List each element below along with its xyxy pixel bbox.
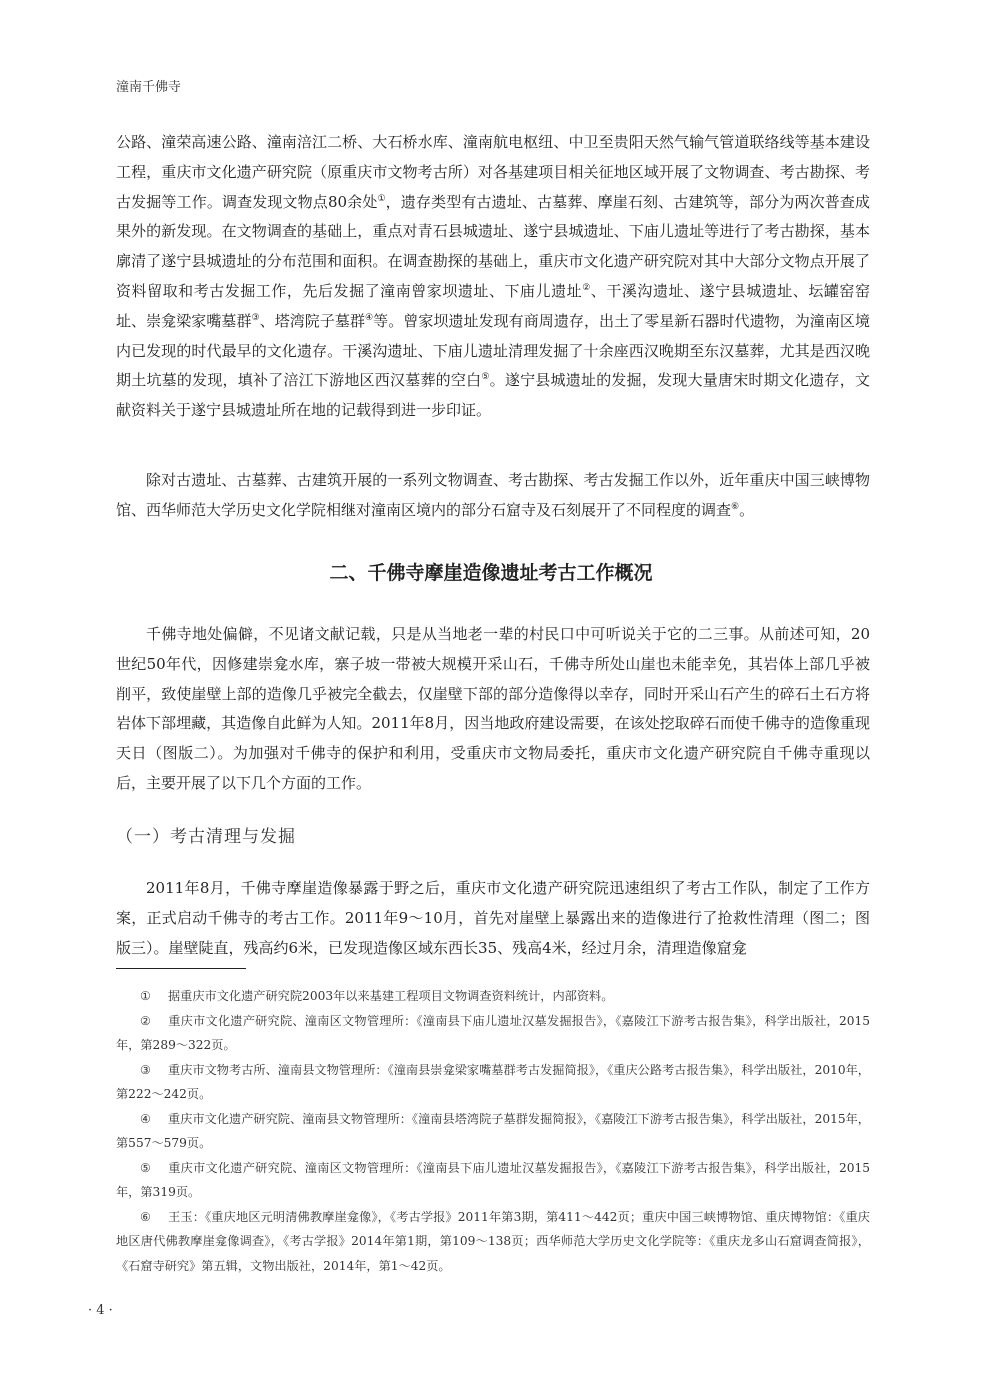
footnote-number: ⑥ xyxy=(140,1209,151,1224)
footnote-ref-4[interactable]: ④ xyxy=(365,312,374,323)
paragraph-1 xyxy=(116,128,870,426)
p1-text-5: 等。曾家坝遗址发现有商周遗存，出土了零星新石器时代遗物，为潼南区境内已发现的时代最早的文化遗存。干溪沟遗址、下庙儿遗址清理发掘了十余座西汉晚期至东汉墓葬，尤其是西汉晚期土坑墓的发现，填补了涪江下游地区西汉墓葬的空白 xyxy=(116,311,870,390)
p1-text-6: 。遂宁县城遗址的发掘，发现大量唐宋时期文化遗存，文献资料关于遂宁县城遗址所在地的记载得到进一步印证。 xyxy=(116,371,870,420)
footnote-number: ② xyxy=(140,1013,151,1028)
footnote-2 xyxy=(116,1009,870,1058)
footnote-text: 重庆市文化遗产研究院、潼南区文物管理所：《潼南县下庙儿遗址汉墓发掘报告》，《嘉陵江下游考古报告集》，科学出版社，2015年，第319页。 xyxy=(116,1160,870,1199)
footnote-text: 重庆市文物考古所、潼南县文物管理所：《潼南县崇龛梁家嘴墓群考古发掘简报》，《重庆公路考古报告集》，科学出版社，2010年，第222～242页。 xyxy=(116,1062,870,1101)
footnote-text: 重庆市文化遗产研究院、潼南区文物管理所：《潼南县下庙儿遗址汉墓发掘报告》，《嘉陵江下游考古报告集》，科学出版社，2015年，第289～322页。 xyxy=(116,1013,870,1052)
footnote-number: ⑤ xyxy=(140,1160,151,1175)
footnote-ref-6[interactable]: ⑥ xyxy=(731,501,740,512)
footnote-ref-3[interactable]: ③ xyxy=(251,312,260,323)
paragraph-2 xyxy=(116,466,870,526)
p2-text-1: 除对古遗址、古墓葬、古建筑开展的一系列文物调查、考古勘探、考古发掘工作以外，近年重庆中国三峡博物馆、西华师范大学历史文化学院相继对潼南区境内的部分石窟寺及石刻展开了不同程度的调查 xyxy=(116,471,870,519)
footnote-6 xyxy=(116,1205,870,1279)
footnote-text: 王玉：《重庆地区元明清佛教摩崖龛像》，《考古学报》2011年第3期，第411～442页；重庆中国三峡博物馆、重庆博物馆：《重庆地区唐代佛教摩崖龛像调查》，《考古学报》2014年第1期，第109～138页；西华师范大学历史文化学院等：《重庆龙多山石窟调查简报》，《石窟寺研究》第五辑，文物出版社，2014年，第1～42页。 xyxy=(116,1209,870,1273)
page-number: · 4 · xyxy=(88,1303,113,1318)
p1-text-1: 公路、潼荣高速公路、潼南涪江二桥、大石桥水库、潼南航电枢纽、中卫至贵阳天然气输气管道联络线等基本建设工程，重庆市文化遗产研究院（原重庆市文物考古所）对各基建项目相关征地区域开展了文物调查、考古勘探、考古发掘等工作。调查发现文物点80余处 xyxy=(116,133,870,211)
p2-text-2: 。 xyxy=(739,500,755,519)
running-header: 潼南千佛寺 xyxy=(116,80,182,95)
section-title: 二、千佛寺摩崖造像遗址考古工作概况 xyxy=(329,562,653,584)
footnote-text: 重庆市文化遗产研究院、潼南县文物管理所：《潼南县塔湾院子墓群发掘简报》，《嘉陵江下游考古报告集》，科学出版社，2015年，第557～579页。 xyxy=(116,1111,870,1150)
footnote-ref-5[interactable]: ⑤ xyxy=(481,372,490,383)
paragraph-4: 2011年8月，千佛寺摩崖造像暴露于野之后，重庆市文化遗产研究院迅速组织了考古工作队，制定了工作方案，正式启动千佛寺的考古工作。2011年9～10月，首先对崖壁上暴露出来的造像进行了抢救性清理（图二；图版三）。崖壁陡直，残高约6米，已发现造像区域东西长35、残高4米，经过月余，清理造像窟龛 xyxy=(116,879,870,957)
footnote-4 xyxy=(116,1107,870,1156)
footnote-number: ③ xyxy=(140,1062,151,1077)
footnote-divider xyxy=(116,968,246,969)
p1-text-4: 、塔湾院子墓群 xyxy=(259,311,366,330)
p1-text-2: ，遗存类型有古遗址、古墓葬、摩崖石刻、古建筑等，部分为两次普查成果外的新发现。在文物调查的基础上，重点对青石县城遗址、遂宁县城遗址、下庙儿遗址等进行了考古勘探，基本廓清了遂宁县城遗址的分布范围和面积。在调查勘探的基础上，重庆市文化遗产研究院对其中大部分文物点开展了资料留取和考古发掘工作，先后发掘了潼南曾家坝遗址、下庙儿遗址 xyxy=(116,192,870,300)
footnote-number: ④ xyxy=(140,1111,151,1126)
footnotes xyxy=(116,984,870,1278)
footnote-ref-1[interactable]: ① xyxy=(377,193,386,204)
footnote-1 xyxy=(116,984,870,1009)
p1-text-3: 、干溪沟遗址、遂宁县城遗址、坛罐窑窑址、崇龛梁家嘴墓群 xyxy=(116,281,870,330)
footnote-3 xyxy=(116,1058,870,1107)
footnote-ref-2[interactable]: ② xyxy=(582,282,591,293)
footnote-5 xyxy=(116,1156,870,1205)
footnote-text: 据重庆市文化遗产研究院2003年以来基建工程项目文物调查资料统计，内部资料。 xyxy=(168,989,614,1003)
paragraph-3: 千佛寺地处偏僻，不见诸文献记载，只是从当地老一辈的村民口中可听说关于它的二三事。从前述可知，20世纪50年代，因修建崇龛水库，寨子坡一带被大规模开采山石，千佛寺所处山崖也未能幸免，其岩体上部几乎被削平，致使崖壁上部的造像几乎被完全截去，仅崖壁下部的部分造像得以幸存，同时开采山石产生的碎石土石方将岩体下部埋藏，其造像自此鲜为人知。2011年8月，因当地政府建设需要，在该处挖取碎石而使千佛寺的造像重现天日（图版二）。为加强对千佛寺的保护和利用，受重庆市文物局委托，重庆市文化遗产研究院自千佛寺重现以后，主要开展了以下几个方面的工作。 xyxy=(116,625,870,792)
footnote-number: ① xyxy=(140,989,151,1003)
subsection-title: （一）考古清理与发掘 xyxy=(116,827,296,847)
